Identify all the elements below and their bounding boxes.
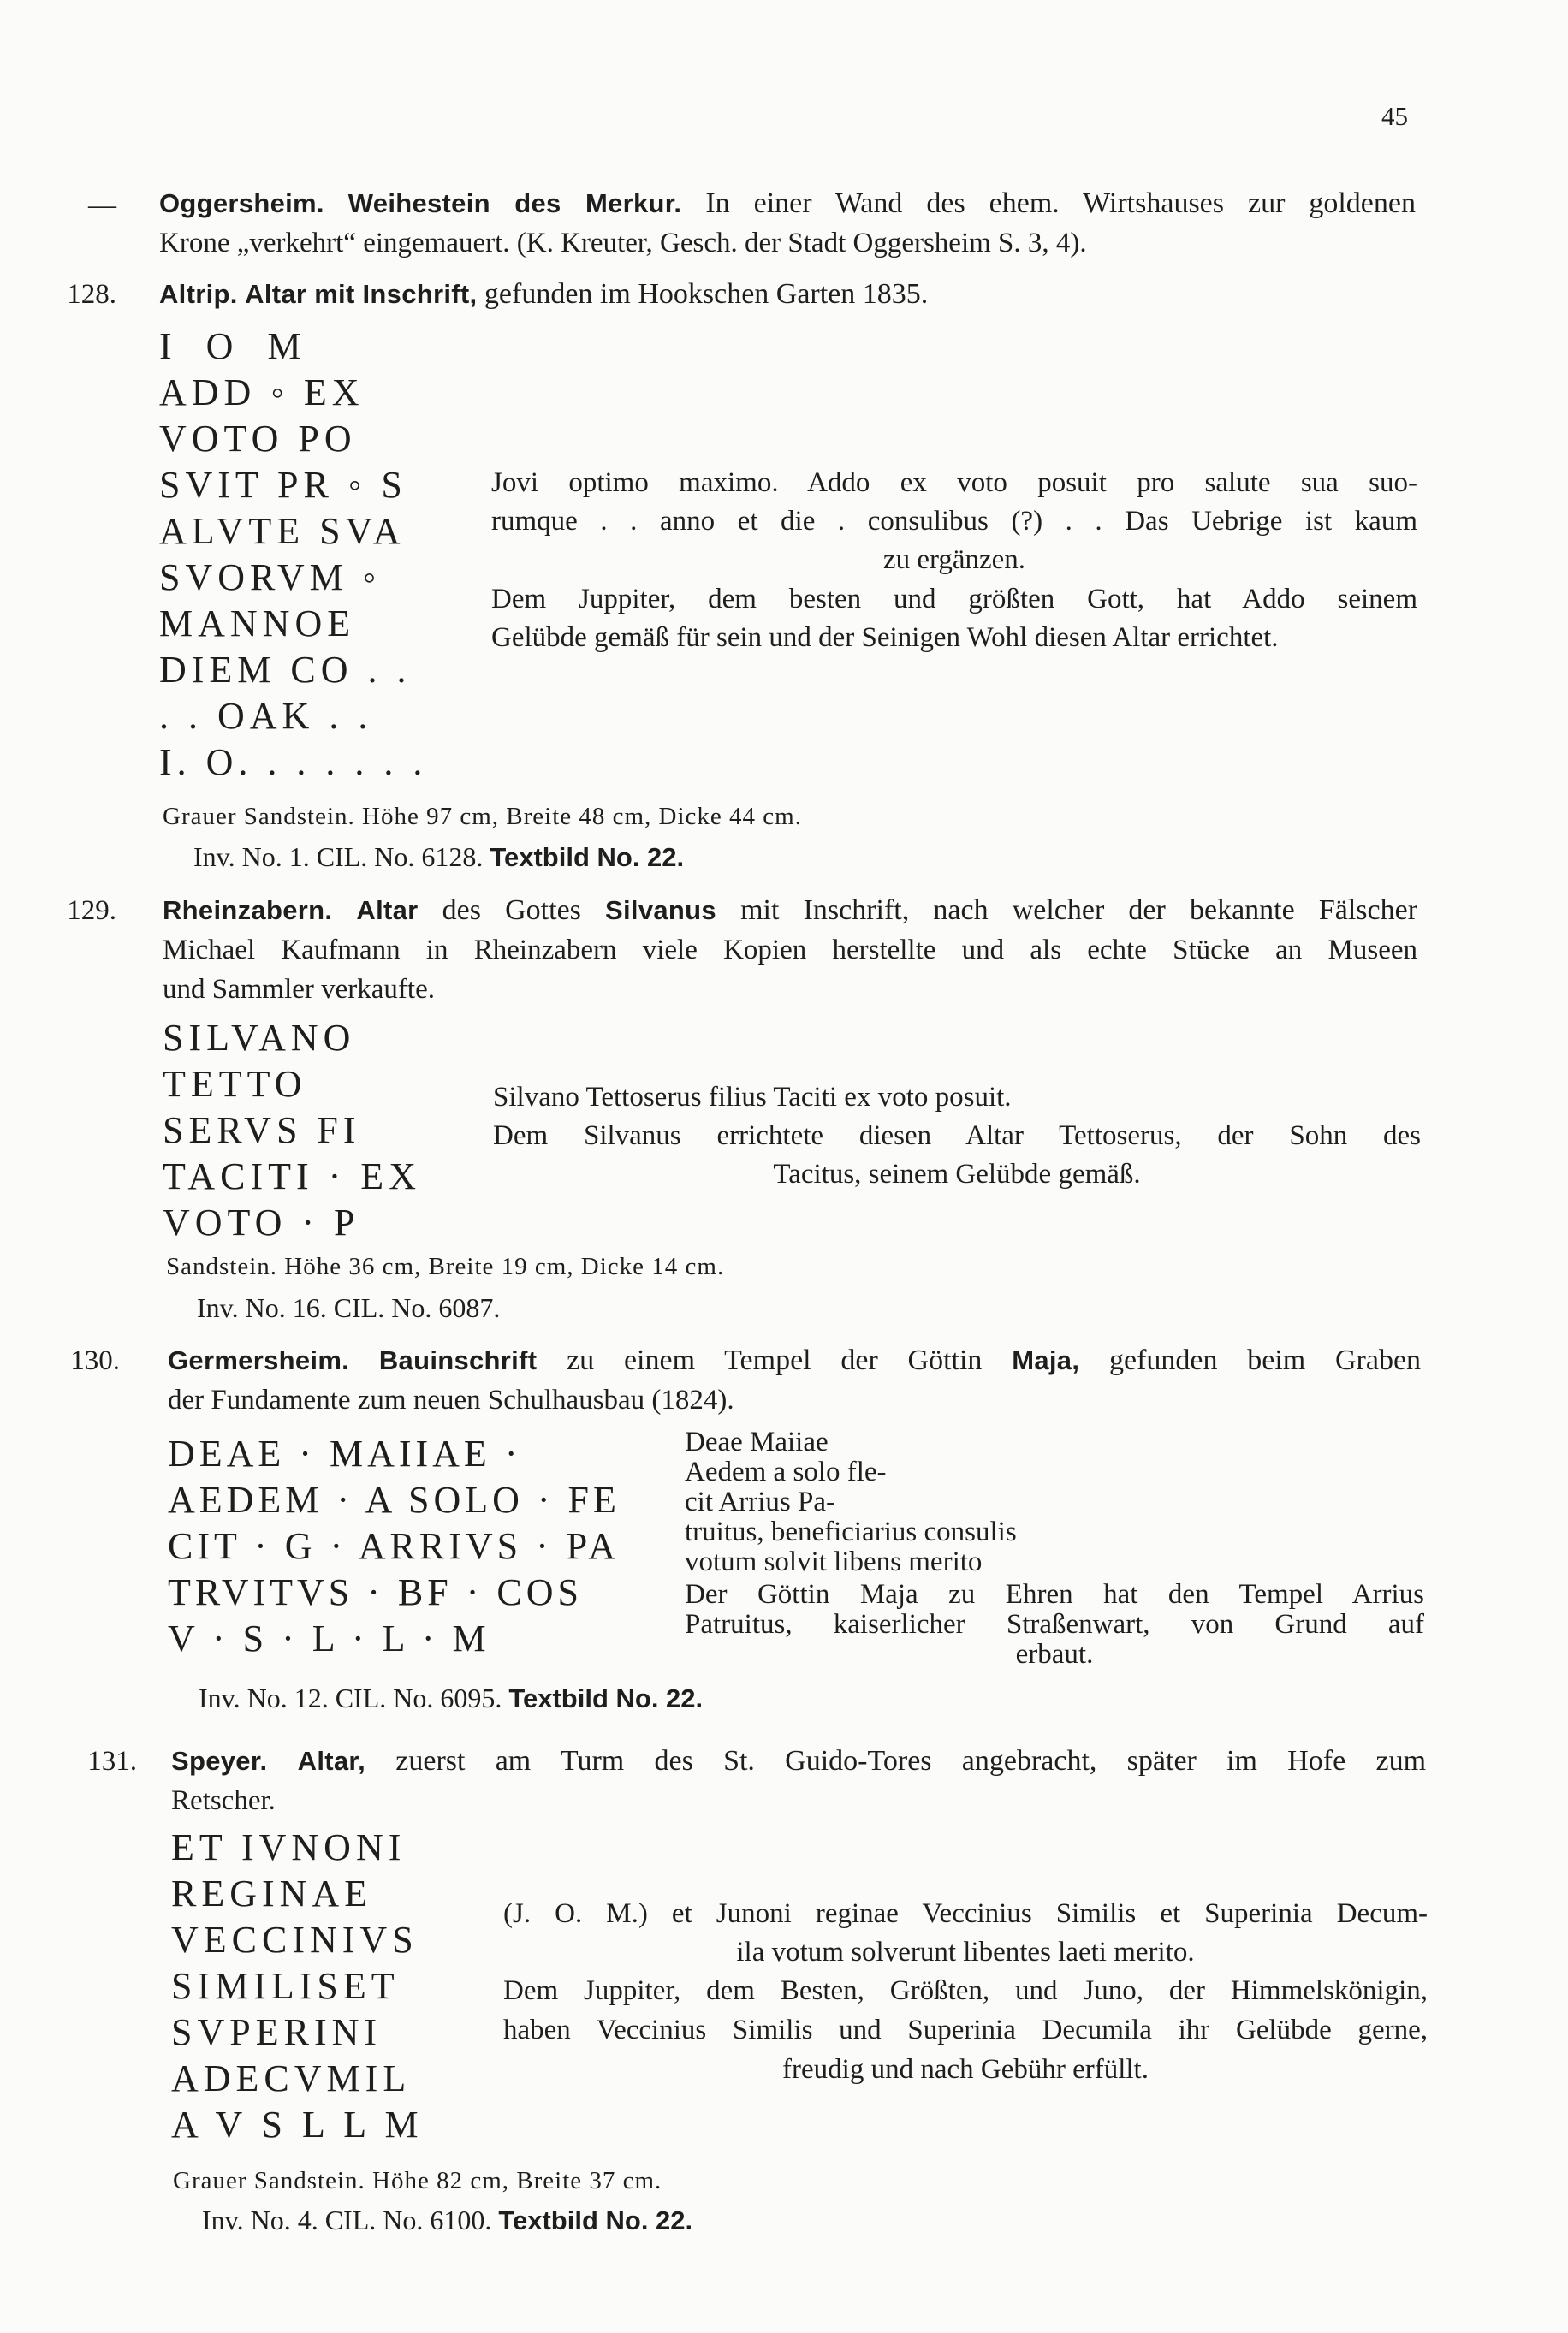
entry-131-object: Altar,	[297, 1746, 366, 1776]
entry-130-place: Germersheim.	[168, 1345, 350, 1375]
entry-130-inv: Inv. No. 12. CIL. No. 6095.	[199, 1683, 502, 1713]
inscription-line: SILVANO	[163, 1017, 356, 1059]
inscription-line: A V S L L M	[171, 2104, 424, 2146]
entry-130-deity: Maja,	[1012, 1345, 1080, 1375]
entry-131-description: zuerst am Turm des St. Guido-Tores angebracht, später im Hofe zum	[395, 1745, 1427, 1777]
inscription-line: TACITI · EX	[163, 1155, 421, 1197]
latin-line: Aedem a solo fle-	[685, 1457, 887, 1487]
entry-128-latin-2: rumque . . anno et die . consulibus (?) . . Das Uebrige ist kaum	[491, 506, 1417, 537]
inscription-line: SIMILISET	[171, 1965, 400, 2007]
entry-130-latin	[685, 1428, 1017, 1577]
entry-128-latin-3: zu ergänzen.	[882, 544, 1026, 575]
inscription-line: SVIT PR ◦ S	[159, 464, 407, 506]
entry-129-inventory: Inv. No. 16. CIL. No. 6087.	[197, 1292, 501, 1323]
inscription-line: AEDEM · A SOLO · FE	[168, 1479, 621, 1521]
entry-129-place: Rheinzabern.	[163, 895, 333, 925]
entry-128-inv: Inv. No. 1. CIL. No. 6128.	[193, 841, 484, 872]
oggersheim-line-1	[159, 185, 1416, 223]
entry-129-line-2: Michael Kaufmann in Rheinzabern viele Kopien herstellte und als echte Stücke an Museen	[163, 935, 1417, 965]
oggersheim-description: In einer Wand des ehem. Wirtshauses zur goldenen	[705, 187, 1416, 219]
entry-dash: —	[88, 190, 116, 221]
entry-130-inventory	[199, 1683, 703, 1714]
entry-130-inscription	[168, 1431, 621, 1662]
inscription-line: CIT · G · ARRIVS · PA	[168, 1525, 620, 1567]
entry-129-german-1: Dem Silvanus errichtete diesen Altar Tettoserus, der Sohn des	[493, 1120, 1421, 1151]
entry-129-description: mit Inschrift, nach welcher der bekannte Fälscher	[740, 894, 1418, 926]
oggersheim-object: Weihestein des Merkur.	[347, 188, 682, 218]
inscription-line: DEAE · MAIIAE ·	[168, 1433, 522, 1475]
entry-131-number: 131.	[87, 1746, 137, 1777]
entry-131-line-2: Retscher.	[171, 1785, 276, 1816]
entry-128-heading	[159, 276, 928, 313]
entry-131-inventory	[202, 2205, 692, 2236]
entry-131-material: Grauer Sandstein. Höhe 82 cm, Breite 37 cm.	[173, 2167, 662, 2194]
inscription-line: VECCINIVS	[171, 1919, 419, 1961]
entry-128-latin-1: Jovi optimo maximo. Addo ex voto posuit pro salute sua suo-	[491, 467, 1417, 498]
entry-128-inscription	[159, 324, 427, 786]
entry-129-heading	[163, 892, 1417, 929]
inscription-line: TRVITVS · BF · COS	[168, 1571, 583, 1613]
entry-131-latin-2: ila votum solverunt libentes laeti merito.	[736, 1937, 1195, 1968]
latin-line: cit Arrius Pa-	[685, 1487, 835, 1517]
entry-129-mid: des Gottes	[442, 894, 581, 926]
entry-128-place: Altrip.	[159, 279, 238, 309]
inscription-line: DIEM CO . .	[159, 649, 412, 691]
inscription-line: ADECVMIL	[171, 2057, 412, 2099]
entry-128-material: Grauer Sandstein. Höhe 97 cm, Breite 48 cm, Dicke 44 cm.	[163, 803, 802, 830]
entry-131-german-1: Dem Juppiter, dem Besten, Größten, und Juno, der Himmelskönigin,	[503, 1975, 1428, 2006]
entry-129-object: Altar	[356, 895, 419, 925]
entry-129-number: 129.	[67, 895, 116, 926]
page-number: 45	[1381, 101, 1408, 131]
inscription-line: . . OAK . .	[159, 695, 373, 737]
entry-131-inscription	[171, 1825, 424, 2148]
inscription-line: SVORVM ◦	[159, 556, 382, 598]
inscription-line: TETTO	[163, 1063, 307, 1105]
entry-128-german-2: Gelübde gemäß für sein und der Seinigen Wohl diesen Altar errichtet.	[491, 622, 1279, 653]
inscription-line: I O M	[159, 325, 306, 367]
entry-129-deity: Silvanus	[605, 895, 716, 925]
entry-130-german-1: Der Göttin Maja zu Ehren hat den Tempel Arrius	[685, 1579, 1424, 1610]
inscription-line: SERVS FI	[163, 1109, 361, 1151]
entry-128-inventory	[193, 841, 684, 873]
inscription-line: I. O. . . . . . .	[159, 741, 428, 783]
entry-129-inscription	[163, 1015, 421, 1246]
latin-line: truitus, beneficiarius consulis	[685, 1517, 1017, 1547]
entry-131-inv: Inv. No. 4. CIL. No. 6100.	[202, 2205, 492, 2235]
inscription-line: V · S · L · L · M	[168, 1618, 490, 1659]
entry-130-number: 130.	[70, 1345, 120, 1376]
inscription-line: REGINAE	[171, 1873, 373, 1914]
latin-line: votum solvit libens merito	[685, 1546, 983, 1577]
inscription-line: MANNOE	[159, 603, 356, 644]
entry-128-textbild: Textbild No. 22.	[490, 842, 685, 872]
entry-128-find: gefunden im Hookschen Garten 1835.	[484, 278, 929, 310]
entry-131-german-3: freudig und nach Gebühr erfüllt.	[782, 2054, 1149, 2085]
entry-131-textbild: Textbild No. 22.	[498, 2205, 693, 2235]
entry-129-material: Sandstein. Höhe 36 cm, Breite 19 cm, Dicke 14 cm.	[166, 1253, 725, 1280]
inscription-line: VOTO PO	[159, 418, 357, 460]
entry-128-german-1: Dem Juppiter, dem besten und größten Gott, hat Addo seinem	[491, 584, 1417, 614]
inscription-line: SVPERINI	[171, 2011, 383, 2053]
entry-130-textbild: Textbild No. 22.	[508, 1683, 704, 1713]
entry-129-german-2: Tacitus, seinem Gelübde gemäß.	[773, 1159, 1141, 1190]
entry-130-mid: zu einem Tempel der Göttin	[567, 1345, 983, 1376]
entry-130-german-3: erbaut.	[1015, 1639, 1094, 1670]
inscription-line: ADD ◦ EX	[159, 371, 365, 413]
entry-128-object: Altar mit Inschrift,	[245, 279, 478, 309]
entry-130-line-2: der Fundamente zum neuen Schulhausbau (1824).	[168, 1385, 734, 1416]
entry-129-latin: Silvano Tettoserus filius Taciti ex voto posuit.	[493, 1082, 1012, 1113]
entry-130-description: gefunden beim Graben	[1109, 1345, 1422, 1376]
entry-129-line-3: und Sammler verkaufte.	[163, 974, 435, 1005]
entry-131-latin-1: (J. O. M.) et Junoni reginae Veccinius Similis et Superinia Decum-	[503, 1898, 1428, 1929]
inscription-line: VOTO · P	[163, 1202, 360, 1244]
entry-128-number: 128.	[67, 279, 116, 310]
oggersheim-place: Oggersheim.	[159, 188, 324, 218]
entry-131-heading	[171, 1742, 1426, 1780]
entry-131-german-2: haben Veccinius Similis und Superinia Decumila ihr Gelübde gerne,	[503, 2015, 1428, 2045]
oggersheim-line-2: Krone „verkehrt“ eingemauert. (K. Kreuter, Gesch. der Stadt Oggersheim S. 3, 4).	[159, 228, 1087, 258]
entry-130-object: Bauinschrift	[378, 1345, 538, 1375]
entry-130-german-2: Patruitus, kaiserlicher Straßenwart, von Grund auf	[685, 1609, 1424, 1640]
entry-131-place: Speyer.	[171, 1746, 268, 1776]
latin-line: Deae Maiiae	[685, 1427, 829, 1457]
entry-130-heading	[168, 1342, 1421, 1380]
inscription-line: ALVTE SVA	[159, 510, 406, 552]
inscription-line: ET IVNONI	[171, 1826, 407, 1868]
